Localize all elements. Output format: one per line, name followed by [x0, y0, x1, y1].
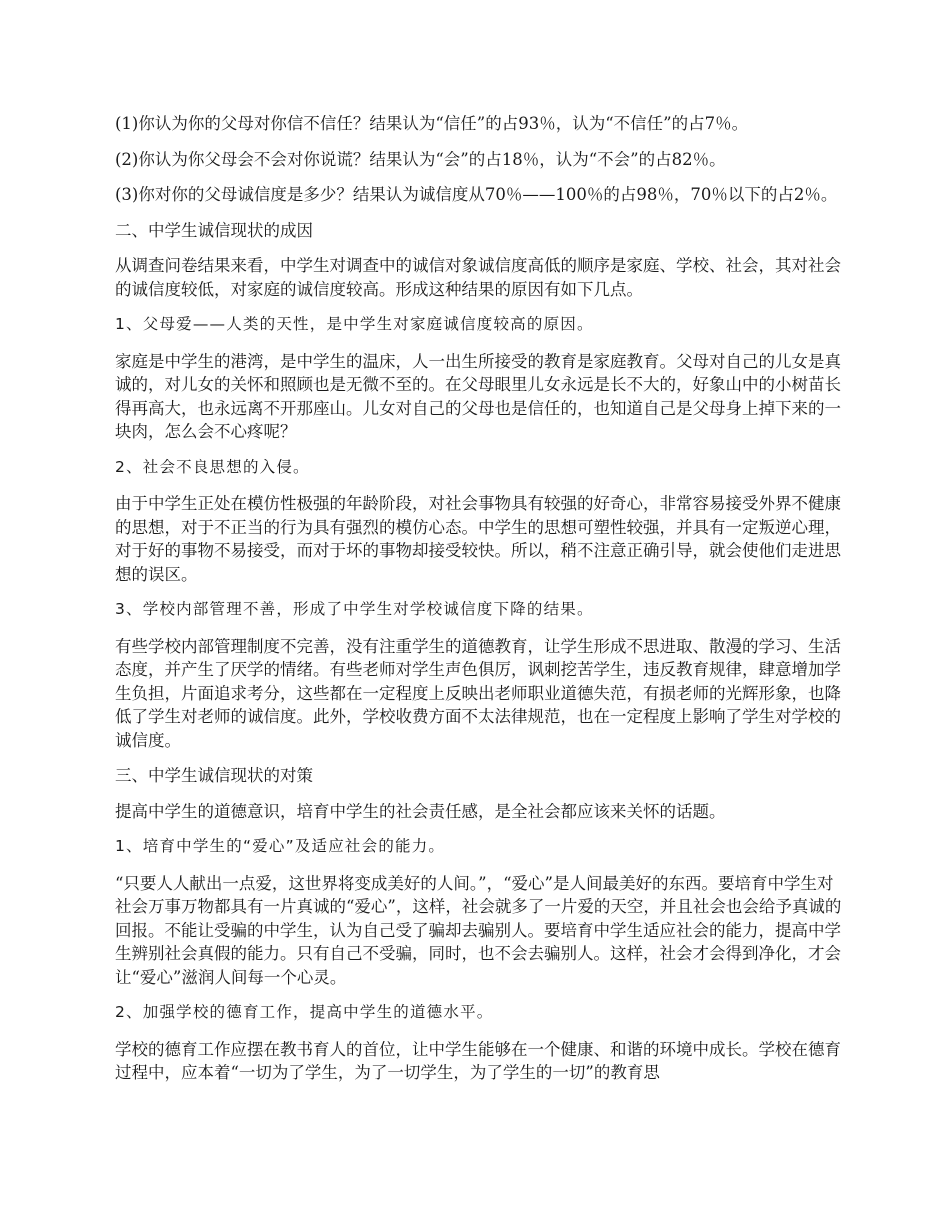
measure-heading-2: 2、加强学校的德育工作，提高中学生的道德水平。 [115, 1003, 494, 1021]
survey-result-1: (1)你认为你的父母对你信不信任？结果认为“信任”的占93％，认为“不信任”的占7％。 [115, 114, 749, 133]
causes-intro-paragraph: 从调查问卷结果来看，中学生对调查中的诚信对象诚信度高低的顺序是家庭、学校、社会，其对社会的诚信度较低，对家庭的诚信度较高。形成这种结果的原因有如下几点。 [115, 256, 841, 299]
measure-paragraph-1: “只要人人献出一点爱，这世界将变成美好的人间。”，“爱心”是人间最美好的东西。要培育中学生对社会万事万物都具有一片真诚的“爱心”，这样，社会就多了一片爱的天空，并且社会也会给予真诚的回报。不能让受骗的中学生，认为自己受了骗却去骗别人。要培育中学生适应社会的能力，提高中学生辨别社会真假的能力。只有自己不受骗，同时，也不会去骗别人。这样，社会才会得到净化，才会让“爱心”滋润人间每一个心灵。 [115, 873, 842, 987]
document-body [115, 112, 843, 1097]
cause-paragraph-1: 家庭是中学生的港湾，是中学生的温床，人一出生所接受的教育是家庭教育。父母对自己的儿女是真诚的，对儿女的关怀和照顾也是无微不至的。在父母眼里儿女永远是长不大的，好象山中的小树苗长得再高大，也永远离不开那座山。儿女对自己的父母也是信任的，也知道自己是父母身上掉下来的一块肉，怎么会不心疼呢？ [115, 351, 841, 441]
measure-paragraph-2: 学校的德育工作应摆在教书育人的首位，让中学生能够在一个健康、和谐的环境中成长。学校在德育过程中，应本着“一切为了学生，为了一切学生，为了学生的一切”的教育思 [115, 1039, 841, 1082]
measure-heading-1: 1、培育中学生的“爱心”及适应社会的能力。 [115, 837, 446, 855]
measures-intro-paragraph: 提高中学生的道德意识，培育中学生的社会责任感，是全社会都应该来关怀的话题。 [115, 801, 726, 821]
cause-paragraph-2: 由于中学生正处在模仿性极强的年龄阶段，对社会事物具有较强的好奇心，非常容易接受外界不健康的思想，对于不正当的行为具有强烈的模仿心态。中学生的思想可塑性较强，并具有一定叛逆心理，对于好的事物不易接受，而对于坏的事物却接受较快。所以，稍不注意正确引导，就会使他们走进思想的误区。 [115, 494, 841, 584]
cause-paragraph-3: 有些学校内部管理制度不完善，没有注重学生的道德教育，让学生形成不思进取、散漫的学习、生活态度，并产生了厌学的情绪。有些老师对学生声色俱厉，讽刺挖苦学生，违反教育规律，肆意增加学生负担，片面追求考分，这些都在一定程度上反映出老师职业道德失范，有损老师的光辉形象，也降低了学生对老师的诚信度。此外，学校收费方面不太法律规范，也在一定程度上影响了学生对学校的诚信度。 [115, 636, 841, 750]
section-heading-causes: 二、中学生诚信现状的成因 [115, 220, 313, 240]
survey-result-2: (2)你认为你父母会不会对你说谎？结果认为“会”的占18％，认为“不会”的占82％。 [115, 149, 726, 169]
cause-heading-2: 2、社会不良思想的入侵。 [115, 457, 310, 476]
cause-heading-3: 3、学校内部管理不善，形成了中学生对学校诚信度下降的结果。 [115, 600, 594, 618]
survey-result-3: (3)你对你的父母诚信度是多少？结果认为诚信度从70％——100％的占98％，70％以下的占2％。 [115, 185, 838, 204]
cause-heading-1: 1、父母爱——人类的天性，是中学生对家庭诚信度较高的原因。 [115, 315, 594, 333]
section-heading-measures: 三、中学生诚信现状的对策 [115, 766, 313, 785]
